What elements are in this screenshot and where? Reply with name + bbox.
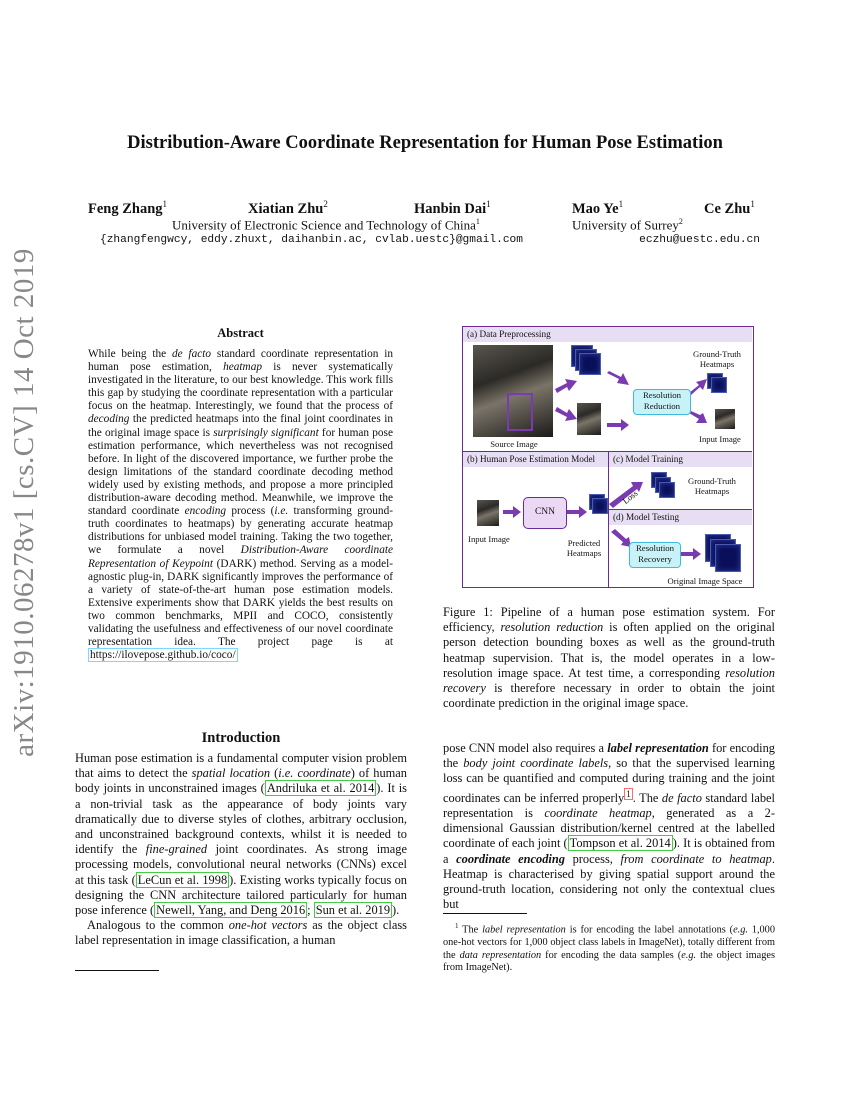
- intro-text: Analogous to the common: [87, 918, 229, 933]
- author-name: Ce Zhu: [704, 200, 751, 217]
- caption-text: is often applied on the original person detection bounding boxes as well as the ground-truth heatmap supervision. That is, the model operates in a low-resolution image space. At test time, a corresponding: [443, 620, 775, 680]
- project-page-link[interactable]: https://ilovepose.github.io/coco/: [90, 649, 236, 662]
- emphasis: encoding: [184, 505, 227, 518]
- intro-text: ). Existing works typically focus on designing the CNN architecture tailored particularly for human pose inference (: [75, 872, 407, 918]
- panel-model-training: [609, 451, 752, 509]
- affiliation-mark: 2: [678, 217, 683, 226]
- emphasis: de facto: [661, 790, 702, 805]
- affiliation-mark: 1: [475, 217, 480, 226]
- panel-d-heading: (d) Model Testing: [609, 510, 752, 525]
- author-mao-ye: [572, 199, 623, 218]
- emphasis: from coordinate to heatmap: [620, 851, 772, 866]
- caption-text: is therefore necessary in order to obtain the joint coordinate prediction in the original image space.: [443, 681, 775, 711]
- introduction-heading: Introduction: [201, 730, 281, 746]
- intro-text: Human pose estimation is a fundamental computer vision problem that aims to detect the: [75, 751, 407, 781]
- intro-paragraph-1: [75, 751, 407, 918]
- strong-emphasis: label representation: [607, 741, 709, 755]
- panel-data-preprocessing: [463, 327, 752, 451]
- model-arrows: [463, 452, 609, 588]
- footnote-rule-left: [75, 970, 159, 971]
- citation-link[interactable]: Newell, Yang, and Deng 2016: [156, 903, 306, 918]
- abstract-text: (DARK) method. Serving as a model-agnostic plug-in, DARK significantly improves the performance of a variety of state-of-the-art human pose estimation models. Extensive experiments show that DARK yields the best results on two common benchmarks, MPII and COCO, consistently validating the usefulness and effectiveness of our novel coordinate representation idea. The project page is at: [88, 557, 393, 649]
- right-column-body: [443, 741, 775, 912]
- emphasis: coordinate heatmap: [544, 805, 652, 820]
- affiliation-name: University of Electronic Science and Technology of China: [172, 217, 476, 233]
- email-single: eczhu@uestc.edu.cn: [639, 234, 760, 246]
- abstract-heading: Abstract: [217, 326, 264, 340]
- author-hanbin-dai: [414, 199, 491, 218]
- emphasis: resolution recovery: [443, 665, 775, 696]
- panel-a-heading: (a) Data Preprocessing: [463, 327, 752, 342]
- arxiv-identifier: arXiv:1910.06278v1 [cs.CV] 14 Oct 2019: [7, 247, 40, 757]
- arrow-shape: [567, 506, 587, 518]
- citation-link[interactable]: Tompson et al. 2014: [569, 836, 671, 851]
- citation-link[interactable]: LeCun et al. 1998: [137, 872, 228, 887]
- emphasis: de facto: [171, 348, 212, 360]
- gt-heatmap-thumb: [711, 377, 727, 393]
- affiliation-name: University of Surrey: [572, 217, 679, 233]
- arrow-shape: [681, 548, 701, 560]
- arrow-shape: [689, 379, 707, 395]
- author-name: Mao Ye: [572, 200, 619, 217]
- body-text: standard label representation is: [443, 790, 775, 820]
- resolution-reduction-box: [633, 389, 691, 415]
- abstract-text: is never systematically investigated in the literature, to our best knowledge. This work fills this gap by studying the coordinate representation with a particular focus on the heatmap. Interestingly, we found that the process of: [88, 361, 393, 413]
- label-input-image: Input Image: [699, 434, 741, 444]
- intro-text: ;: [307, 903, 314, 918]
- panel-model-testing: [609, 509, 752, 587]
- emphasis: e.g.: [681, 949, 697, 961]
- footnote-link[interactable]: 1: [626, 788, 631, 799]
- body-text: process,: [564, 851, 621, 866]
- citation-link[interactable]: Andriluka et al. 2014: [266, 781, 375, 796]
- arrow-shape: [607, 419, 629, 431]
- preprocessing-arrows: [463, 327, 752, 451]
- label-loss: Loss: [620, 488, 640, 506]
- footnote-1: [443, 920, 775, 975]
- author-affil-mark: 1: [486, 199, 491, 209]
- author-name: Feng Zhang: [88, 200, 163, 217]
- footnote-text: for encoding the data samples (: [541, 949, 682, 961]
- cnn-label: CNN: [534, 507, 556, 517]
- arrow-shape: [689, 411, 707, 423]
- body-text: , generated as a 2-dimensional Gaussian distribution/kernel centred at the labelled coordinate of each joint (: [443, 805, 775, 851]
- abstract-text: the predicted heatmaps into the final joint coordinates in the original image space is: [88, 413, 393, 439]
- emphasis: heatmap: [223, 361, 262, 374]
- author-affil-mark: 2: [323, 199, 328, 209]
- body-text: . Heatmap is characterised by giving spatial support around the ground-truth location, considering not only the contextual clues but: [443, 851, 775, 912]
- figure-1-pipeline: [462, 326, 754, 588]
- author-xiatian-zhu: [248, 199, 328, 218]
- caption-text: Figure 1: Pipeline of a human pose estimation system. For efficiency,: [443, 605, 775, 635]
- author-feng-zhang: [88, 199, 167, 218]
- label-ground-truth-heatmaps: Ground-Truth Heatmaps: [693, 349, 741, 369]
- intro-text: ).: [392, 903, 400, 918]
- footnote-text: the object images from ImageNet).: [443, 949, 775, 974]
- body-text: pose CNN model also requires a: [443, 741, 608, 755]
- affiliation-surrey: [572, 217, 683, 233]
- emphasis: one-hot vectors: [228, 918, 308, 933]
- footnote-text: is for encoding the label annotations (: [565, 924, 734, 936]
- original-space-heatmap: [715, 544, 741, 572]
- affiliation-uestc: [172, 217, 480, 233]
- abstract-text: While being the: [88, 348, 172, 360]
- introduction-body: [75, 751, 407, 949]
- emphasis: resolution reduction: [500, 620, 604, 635]
- arrow-shape: [555, 379, 577, 393]
- abstract-text: process (: [226, 505, 275, 518]
- intro-text: as the object class label representation in image classification, a human: [75, 918, 408, 948]
- resolution-recovery-label: Resolution Recovery: [635, 543, 675, 564]
- emphasis: decoding: [88, 413, 130, 426]
- resolution-recovery-box: [629, 542, 681, 568]
- label-predicted-heatmaps: Predicted Heatmaps: [566, 538, 602, 558]
- footnote-number: 1: [455, 922, 459, 930]
- input-image-thumb: [715, 409, 735, 429]
- body-text: for encoding the: [443, 741, 776, 771]
- arrow-shape: [611, 529, 631, 547]
- intro-text: joint coordinates. As strong image processing models, convolutional neural networks (CNNs) excel at this task (: [75, 842, 407, 887]
- emphasis: surprisingly significant: [213, 426, 319, 439]
- paper-title: Distribution-Aware Coordinate Representation for Human Pose Estimation: [127, 133, 723, 153]
- panel-b-heading: (b) Human Pose Estimation Model: [463, 452, 608, 467]
- panel-pose-model: [463, 451, 609, 587]
- panel-c-heading: (c) Model Training: [609, 452, 752, 467]
- label-original-image-space: Original Image Space: [667, 576, 743, 586]
- author-emails: [100, 234, 760, 246]
- predicted-heatmap-thumb: [592, 498, 608, 514]
- body-text: ). It is obtained from a: [443, 836, 776, 866]
- intro-text: ). It is a non-trivial task as the appearance of body joints vary dramatically due to diverse styles of clothes, arbitrary occlusion, and unconstrained background contexts, whilst it is needed to identify the: [75, 781, 407, 857]
- intro-text: (: [270, 766, 279, 781]
- author-ce-zhu: [704, 199, 755, 218]
- intro-paragraph-2: [75, 918, 407, 948]
- emphasis: i.e. coordinate: [278, 766, 351, 781]
- strong-emphasis: coordinate encoding: [456, 851, 565, 866]
- abstract-body: [88, 348, 393, 662]
- emphasis: fine-grained: [145, 842, 208, 857]
- emphasis: body joint coordinate labels: [463, 756, 609, 771]
- abstract-text: standard coordinate representation in human pose estimation,: [88, 348, 394, 374]
- footnote-rule-right: [443, 913, 527, 914]
- author-affil-mark: 1: [618, 199, 624, 209]
- emphasis: data representation: [459, 949, 542, 961]
- label-model-input-image: Input Image: [468, 534, 510, 544]
- author-affil-mark: 1: [750, 199, 755, 209]
- footnote-text: 1,000 one-hot vectors for 1,000 object class labels in ImageNet), totally different from the: [443, 924, 775, 961]
- label-source-image: Source Image: [490, 439, 538, 449]
- emphasis: i.e.: [274, 505, 289, 518]
- body-text: . The: [632, 790, 662, 805]
- email-group: {zhangfengwcy, eddy.zhuxt, daihanbin.ac, cvlab.uestc}@gmail.com: [100, 234, 523, 246]
- label-training-gt-heatmaps: Ground-Truth Heatmaps: [688, 476, 736, 496]
- author-name: Hanbin Dai: [414, 200, 487, 217]
- author-name: Xiatian Zhu: [248, 200, 324, 217]
- citation-link[interactable]: Sun et al. 2019: [315, 903, 391, 918]
- arrow-shape: [607, 371, 629, 385]
- arrow-shape: [555, 407, 577, 421]
- arxiv-sidebar-stamp: [4, 247, 44, 757]
- body-text: , so that the supervised learning loss can be quantified and computed during training and the joint coordinates can be inferred properly: [443, 756, 775, 805]
- intro-text: ) of human body joints in unconstrained images (: [75, 766, 407, 796]
- emphasis: label representation: [482, 924, 566, 936]
- figure-1-caption: [443, 605, 775, 711]
- abstract-text: for human pose estimation performance, which nevertheless was not recognised before. In light of the discovered importance, we further probe the design limitations of the standard coordinate decoding method widely used by existing methods, and propose a more principled distribution-aware decoding method. Meanwhile, we improve the standard coordinate: [88, 426, 393, 518]
- emphasis: spatial location: [191, 766, 271, 781]
- author-affil-mark: 1: [162, 199, 168, 209]
- footnote-text: The: [458, 924, 483, 936]
- resolution-reduction-label: Resolution Reduction: [642, 390, 682, 411]
- abstract-text: transforming ground-truth coordinates to heatmaps) by generating accurate heatmap distributions for unbiased model training. Taking the two together, we formulate a novel: [88, 505, 393, 557]
- arrow-shape: [503, 506, 521, 518]
- emphasis: Distribution-Aware coordinate Representation of Keypoint: [88, 544, 393, 570]
- emphasis: e.g.: [733, 924, 748, 936]
